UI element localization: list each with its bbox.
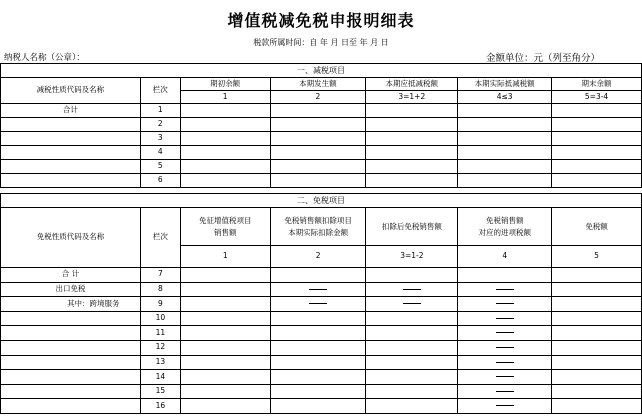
not-applicable-dash	[496, 303, 514, 304]
amount-cell[interactable]	[366, 370, 458, 385]
amount-cell[interactable]	[366, 399, 458, 414]
amount-cell[interactable]	[180, 399, 270, 414]
amount-cell[interactable]	[366, 174, 458, 188]
row-label	[1, 384, 141, 399]
exemption-label-header: 免税性质代码及名称	[1, 208, 141, 268]
amount-cell[interactable]	[366, 355, 458, 370]
amount-cell[interactable]	[458, 282, 552, 297]
row-label	[1, 146, 141, 160]
reduction-col-header: 本期应抵减税额	[366, 78, 458, 91]
exemption-col-number: 4	[458, 246, 552, 268]
amount-cell[interactable]	[552, 118, 642, 132]
amount-cell[interactable]	[180, 340, 270, 355]
not-applicable-dash	[496, 391, 514, 392]
reduction-col-header: 本期发生额	[270, 78, 366, 91]
amount-cell[interactable]	[270, 268, 366, 283]
row-number: 13	[140, 355, 180, 370]
exemption-col-header: 免税额	[552, 208, 642, 246]
amount-cell[interactable]	[458, 146, 552, 160]
amount-cell[interactable]	[366, 340, 458, 355]
amount-cell[interactable]	[552, 282, 642, 297]
amount-cell[interactable]	[458, 297, 552, 312]
row-number: 4	[140, 146, 180, 160]
amount-cell[interactable]	[180, 326, 270, 341]
not-applicable-dash	[309, 289, 327, 290]
row-number: 1	[140, 104, 180, 118]
row-number: 14	[140, 370, 180, 385]
row-number: 7	[140, 268, 180, 283]
exemption-col-header: 免征增值税项目 销售额	[180, 208, 270, 246]
reduction-section-title: 一、减税项目	[1, 64, 642, 78]
amount-cell[interactable]	[552, 326, 642, 341]
reduction-col-number: 5=3-4	[552, 91, 642, 104]
exemption-col-number: 3=1-2	[366, 246, 458, 268]
amount-cell[interactable]	[552, 340, 642, 355]
table-row	[1, 297, 642, 312]
amount-cell[interactable]	[552, 355, 642, 370]
amount-cell[interactable]	[270, 146, 366, 160]
table-row	[1, 326, 642, 341]
exemption-table	[0, 193, 642, 414]
row-label	[1, 340, 141, 355]
not-applicable-dash	[496, 405, 514, 406]
amount-cell[interactable]	[270, 326, 366, 341]
amount-cell[interactable]	[180, 160, 270, 174]
exemption-col-header: 免税销售额扣除项目 本期实际扣除金额	[270, 208, 366, 246]
reduction-row-no-header: 栏次	[140, 78, 180, 104]
amount-cell[interactable]	[552, 311, 642, 326]
amount-cell[interactable]	[552, 399, 642, 414]
amount-cell[interactable]	[180, 174, 270, 188]
amount-cell[interactable]	[180, 132, 270, 146]
row-label: 合 计	[1, 268, 141, 283]
amount-cell[interactable]	[270, 370, 366, 385]
table-row	[1, 355, 642, 370]
amount-cell[interactable]	[366, 297, 458, 312]
row-number: 6	[140, 174, 180, 188]
exemption-col-header: 扣除后免税销售额	[366, 208, 458, 246]
table-row	[1, 160, 642, 174]
amount-cell[interactable]	[552, 370, 642, 385]
amount-cell[interactable]	[366, 146, 458, 160]
not-applicable-dash	[496, 289, 514, 290]
amount-cell[interactable]	[458, 399, 552, 414]
amount-cell[interactable]	[270, 104, 366, 118]
row-label: 其中：跨境服务	[1, 297, 141, 312]
not-applicable-dash	[309, 303, 327, 304]
amount-cell[interactable]	[458, 160, 552, 174]
amount-cell[interactable]	[180, 268, 270, 283]
row-number: 12	[140, 340, 180, 355]
exemption-col-number: 2	[270, 246, 366, 268]
amount-cell[interactable]	[458, 104, 552, 118]
amount-cell[interactable]	[458, 268, 552, 283]
tax-period: 税款所属时间：自 年 月 日至 年 月 日	[253, 38, 389, 47]
not-applicable-dash	[496, 362, 514, 363]
reduction-col-number: 1	[180, 91, 270, 104]
table-row	[1, 118, 642, 132]
amount-cell[interactable]	[458, 326, 552, 341]
amount-cell[interactable]	[552, 146, 642, 160]
amount-cell[interactable]	[458, 311, 552, 326]
amount-cell[interactable]	[180, 384, 270, 399]
exemption-col-header: 免税销售额 对应的进项税额	[458, 208, 552, 246]
amount-cell[interactable]	[366, 282, 458, 297]
amount-cell[interactable]	[180, 311, 270, 326]
reduction-col-header: 期初余额	[180, 78, 270, 91]
amount-cell[interactable]	[366, 311, 458, 326]
amount-cell[interactable]	[458, 132, 552, 146]
not-applicable-dash	[496, 318, 514, 319]
row-label	[1, 118, 141, 132]
amount-cell[interactable]	[552, 132, 642, 146]
amount-cell[interactable]	[366, 326, 458, 341]
reduction-col-number: 2	[270, 91, 366, 104]
exemption-section-title: 二、免税项目	[1, 194, 642, 208]
amount-cell[interactable]	[270, 118, 366, 132]
amount-cell[interactable]	[270, 297, 366, 312]
table-row	[1, 311, 642, 326]
reduction-table	[0, 63, 642, 188]
amount-cell[interactable]	[180, 370, 270, 385]
amount-cell[interactable]	[270, 282, 366, 297]
reduction-col-number: 3=1+2	[366, 91, 458, 104]
amount-cell[interactable]	[270, 384, 366, 399]
amount-cell[interactable]	[458, 355, 552, 370]
not-applicable-dash	[403, 303, 421, 304]
row-label	[1, 355, 141, 370]
amount-cell[interactable]	[270, 340, 366, 355]
amount-cell[interactable]	[180, 282, 270, 297]
amount-cell[interactable]	[366, 118, 458, 132]
row-label	[1, 174, 141, 188]
row-number: 16	[140, 399, 180, 414]
row-number: 3	[140, 132, 180, 146]
not-applicable-dash	[496, 332, 514, 333]
amount-cell[interactable]	[180, 118, 270, 132]
page-title: 增值税减免税申报明细表	[227, 11, 415, 30]
reduction-col-number: 4≤3	[458, 91, 552, 104]
amount-cell[interactable]	[366, 268, 458, 283]
table-row	[1, 282, 642, 297]
row-number: 11	[140, 326, 180, 341]
reduction-col-header: 期末余额	[552, 78, 642, 91]
amount-cell[interactable]	[270, 160, 366, 174]
row-label	[1, 311, 141, 326]
amount-cell[interactable]	[270, 355, 366, 370]
row-label: 合计	[1, 104, 141, 118]
amount-cell[interactable]	[270, 311, 366, 326]
row-number: 8	[140, 282, 180, 297]
not-applicable-dash	[403, 289, 421, 290]
row-label	[1, 132, 141, 146]
table-row	[1, 146, 642, 160]
table-row	[1, 370, 642, 385]
table-row	[1, 174, 642, 188]
amount-cell[interactable]	[458, 174, 552, 188]
exemption-row-no-header: 栏次	[140, 208, 180, 268]
amount-cell[interactable]	[458, 340, 552, 355]
amount-cell[interactable]	[270, 399, 366, 414]
amount-cell[interactable]	[180, 104, 270, 118]
table-row	[1, 268, 642, 283]
reduction-label-header: 减税性质代码及名称	[1, 78, 141, 104]
row-number: 5	[140, 160, 180, 174]
exemption-col-number: 1	[180, 246, 270, 268]
amount-cell[interactable]	[366, 104, 458, 118]
row-label	[1, 370, 141, 385]
table-row	[1, 340, 642, 355]
exemption-col-number: 5	[552, 246, 642, 268]
row-label: 出口免税	[1, 282, 141, 297]
row-label	[1, 326, 141, 341]
row-label	[1, 160, 141, 174]
amount-cell[interactable]	[552, 297, 642, 312]
amount-cell[interactable]	[458, 370, 552, 385]
row-label	[1, 399, 141, 414]
table-row	[1, 132, 642, 146]
reduction-col-header: 本期实际抵减税额	[458, 78, 552, 91]
amount-cell[interactable]	[270, 132, 366, 146]
row-number: 10	[140, 311, 180, 326]
amount-cell[interactable]	[366, 384, 458, 399]
amount-cell[interactable]	[180, 297, 270, 312]
amount-cell[interactable]	[552, 268, 642, 283]
table-row	[1, 104, 642, 118]
amount-cell[interactable]	[180, 146, 270, 160]
amount-cell[interactable]	[552, 104, 642, 118]
amount-cell[interactable]	[180, 355, 270, 370]
amount-cell[interactable]	[552, 384, 642, 399]
row-number: 15	[140, 384, 180, 399]
amount-cell[interactable]	[552, 160, 642, 174]
row-number: 9	[140, 297, 180, 312]
amount-cell[interactable]	[366, 160, 458, 174]
not-applicable-dash	[496, 376, 514, 377]
table-row	[1, 384, 642, 399]
not-applicable-dash	[496, 347, 514, 348]
table-row	[1, 399, 642, 414]
amount-cell[interactable]	[458, 384, 552, 399]
row-number: 2	[140, 118, 180, 132]
amount-unit-label: 金额单位：元（列至角分）	[486, 53, 601, 64]
amount-cell[interactable]	[270, 174, 366, 188]
amount-cell[interactable]	[366, 132, 458, 146]
amount-cell[interactable]	[458, 118, 552, 132]
payer-name-label: 纳税人名称（公章）：	[4, 53, 85, 63]
amount-cell[interactable]	[552, 174, 642, 188]
